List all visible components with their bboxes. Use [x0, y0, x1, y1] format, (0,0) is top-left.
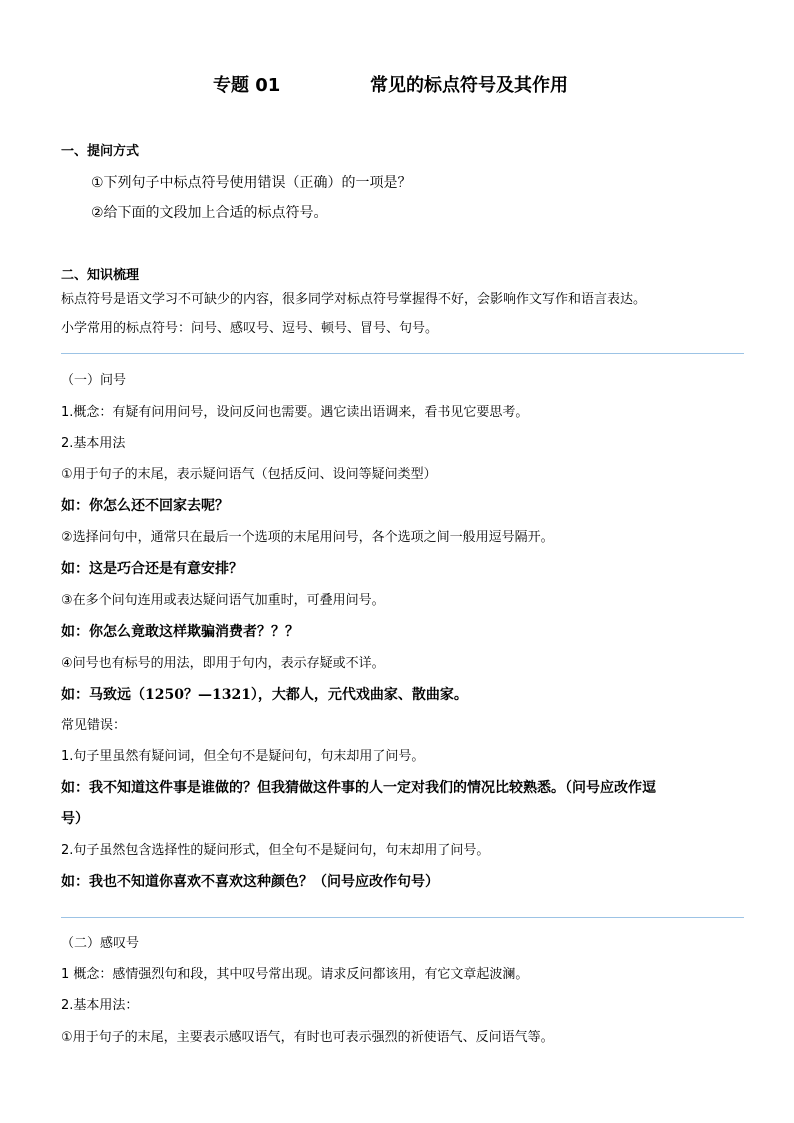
exclamation-mark-usage-heading: 2.基本用法： [61, 998, 139, 1013]
question-mark-example-1: 如：你怎么还不回家去呢？ [61, 498, 229, 514]
exclamation-mark-usage-1: ①用于句子的末尾，主要表示感叹语气，有时也可表示强烈的祈使语气、反问语气等。 [61, 1030, 554, 1045]
common-error-1: 1.句子里虽然有疑问词，但全句不是疑问句，句末却用了问号。 [61, 749, 425, 764]
divider [61, 917, 744, 918]
common-error-1-example-cont: 号） [61, 811, 89, 827]
punctuation-list: 小学常用的标点符号：问号、感叹号、逗号、顿号、冒号、句号。 [61, 321, 439, 336]
question-mark-heading: （一）问号 [61, 373, 127, 388]
question-mark-example-4: 如：马致远（1250？—1321），大都人，元代戏曲家、散曲家。 [61, 687, 468, 703]
question-format-2: ②给下面的文段加上合适的标点符号。 [91, 205, 328, 221]
section2-intro: 标点符号是语文学习不可缺少的内容，很多同学对标点符号掌握得不好，会影响作文写作和语言表达。 [61, 292, 647, 307]
common-error-1-example: 如：我不知道这件事是谁做的？但我猜做这件事的人一定对我们的情况比较熟悉。（问号应改作逗 [61, 780, 656, 796]
common-error-2-example: 如：我也不知道你喜欢不喜欢这种颜色？（问号应改作句号） [61, 874, 439, 890]
section2-heading: 二、知识梳理 [61, 268, 140, 283]
question-mark-example-2: 如：这是巧合还是有意安排？ [61, 561, 243, 577]
common-error-2: 2.句子虽然包含选择性的疑问形式，但全句不是疑问句，句末却用了问号。 [61, 843, 490, 858]
question-mark-usage-heading: 2.基本用法 [61, 436, 126, 451]
common-errors-heading: 常见错误： [61, 718, 127, 733]
exclamation-mark-concept: 1 概念：感情强烈句和段，其中叹号常出现。请求反问都该用，有它文章起波澜。 [61, 967, 529, 982]
title-topic-number: 专题 01 [213, 75, 281, 96]
question-format-1: ①下列句子中标点符号使用错误（正确）的一项是？ [91, 175, 412, 191]
question-mark-usage-2: ②选择问句中，通常只在最后一个选项的末尾用问号，各个选项之间一般用逗号隔开。 [61, 530, 554, 545]
title-topic-name: 常见的标点符号及其作用 [370, 75, 568, 96]
question-mark-example-3: 如：你怎么竟敢这样欺骗消费者？？？ [61, 624, 299, 640]
question-mark-concept: 1.概念：有疑有问用问号，设问反问也需要。遇它读出语调来，看书见它要思考。 [61, 405, 529, 420]
section1-heading: 一、提问方式 [61, 144, 140, 159]
question-mark-usage-4: ④问号也有标号的用法，即用于句内，表示存疑或不详。 [61, 656, 385, 671]
question-mark-usage-1: ①用于句子的末尾，表示疑问语气（包括反问、设问等疑问类型） [61, 467, 437, 482]
divider [61, 353, 744, 354]
question-mark-usage-3: ③在多个问句连用或表达疑问语气加重时，可叠用问号。 [61, 593, 385, 608]
exclamation-mark-heading: （二）感叹号 [61, 936, 140, 951]
